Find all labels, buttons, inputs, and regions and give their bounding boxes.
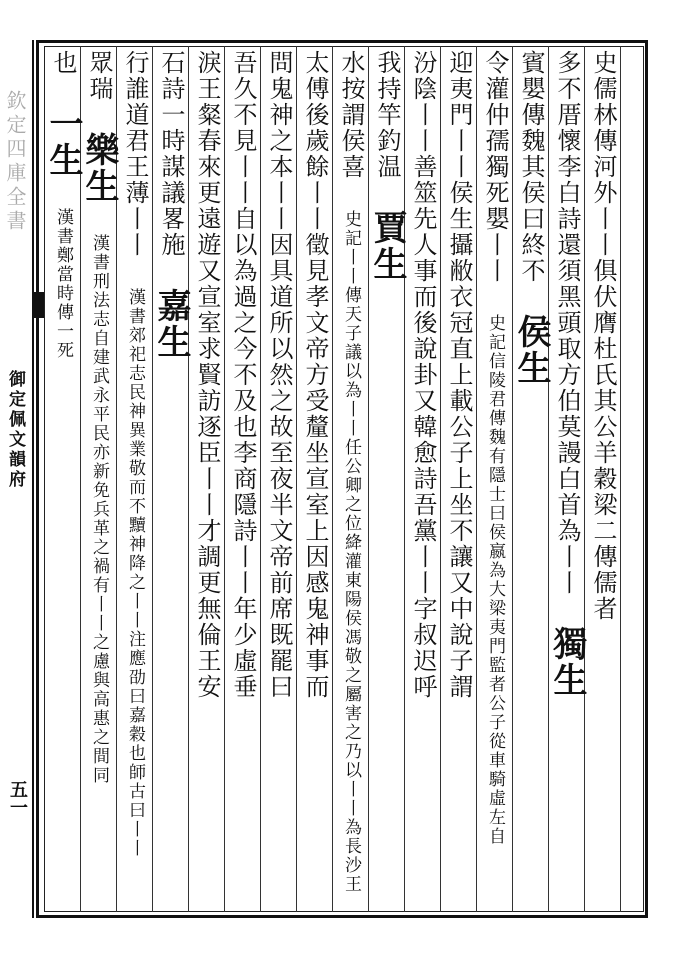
page-number: 五一	[7, 780, 28, 816]
column-text: 迎夷門丨丨侯生攝敝衣冠直上載公子上坐不讓又中說子謂	[445, 50, 473, 700]
entry-head: 獨生	[547, 626, 587, 698]
entry-note: 史記丨丨傳天子議以為丨丨任公卿之位絳灌東陽侯馮敬之屬害之乃以丨丨為長沙王	[341, 210, 361, 894]
text-column	[588, 50, 618, 908]
text-column	[367, 50, 407, 908]
text-column	[79, 50, 119, 908]
column-rule	[296, 46, 297, 912]
entry-head: 一生	[43, 106, 83, 178]
column-rule	[584, 46, 585, 912]
column-text: 汾陰丨丨善筮先人事而後說卦又韓愈詩吾黨丨丨字叔迟呼	[409, 50, 437, 700]
column-rule	[260, 46, 261, 912]
text-column	[120, 50, 150, 908]
column-text: 吾久不見丨丨自以為過之今不及也李商隱詩丨丨年少虛垂	[229, 50, 257, 700]
entry-note: 漢書刑法志自建武永平民亦新免兵革之禍有丨丨之慮與高惠之間同	[89, 234, 109, 785]
column-text: 太傅後歲餘丨丨徵見孝文帝方受釐坐宣室上因感鬼神事而	[301, 50, 329, 700]
column-text: 也	[49, 50, 77, 76]
column-rule	[224, 46, 225, 912]
book-title: 御定佩文韻府	[5, 370, 25, 490]
entry-note: 史記信陵君傳魏有隱士曰侯嬴為大梁夷門監者公子從車騎虛左自	[485, 314, 505, 846]
column-text: 石詩一時謀議畧施	[157, 50, 185, 258]
column-text: 問鬼神之本丨丨因具道所以然之故至夜半文帝前席既罷曰	[265, 50, 293, 700]
column-text: 令灌仲孺獨死嬰丨丨	[481, 50, 509, 284]
column-text: 淚王粲春來更遠遊又宣室求賢訪逐臣丨丨才調更無倫王安	[193, 50, 221, 700]
column-text: 水按謂侯喜	[337, 50, 365, 180]
text-column	[480, 50, 510, 908]
entry-head: 侯生	[511, 314, 551, 386]
text-column	[151, 50, 191, 908]
column-rule	[188, 46, 189, 912]
text-column	[547, 50, 587, 908]
column-rule	[476, 46, 477, 912]
text-column	[300, 50, 330, 908]
entry-head: 賈生	[367, 210, 407, 282]
text-column	[228, 50, 258, 908]
column-rule	[152, 46, 153, 912]
entry-note: 史儒林傳河外丨丨俱伏膺杜氏其公羊穀梁二傳儒者	[589, 50, 617, 622]
text-column	[408, 50, 438, 908]
column-rule	[332, 46, 333, 912]
column-text: 我持竿釣温	[373, 50, 401, 180]
text-column	[336, 50, 366, 908]
entry-head: 嘉生	[151, 288, 191, 360]
entry-head: 樂生	[79, 132, 119, 204]
book-margin	[0, 40, 34, 918]
column-rule	[512, 46, 513, 912]
text-column	[43, 50, 83, 908]
column-rule	[620, 46, 621, 912]
faded-title: 欽定四庫全書	[3, 90, 27, 234]
column-text: 賓嬰傳魏其侯曰終不	[517, 50, 545, 284]
text-column	[444, 50, 474, 908]
text-column	[192, 50, 222, 908]
text-column	[511, 50, 551, 908]
column-rule	[548, 46, 549, 912]
column-rule	[404, 46, 405, 912]
column-rule	[440, 46, 441, 912]
column-rule	[368, 46, 369, 912]
text-column	[264, 50, 294, 908]
column-text: 行誰道君王薄丨丨	[121, 50, 149, 258]
column-text: 眾瑞	[85, 50, 113, 102]
column-text: 多不厝懷李白詩還須黑頭取方伯莫謾白首為丨丨	[553, 50, 581, 596]
entry-note: 漢書郊祀志民神異業敬而不黷神降之丨丨注應劭曰嘉穀也師古曰丨丨	[125, 288, 145, 858]
entry-note: 漢書鄭當時傳一死	[53, 208, 73, 360]
